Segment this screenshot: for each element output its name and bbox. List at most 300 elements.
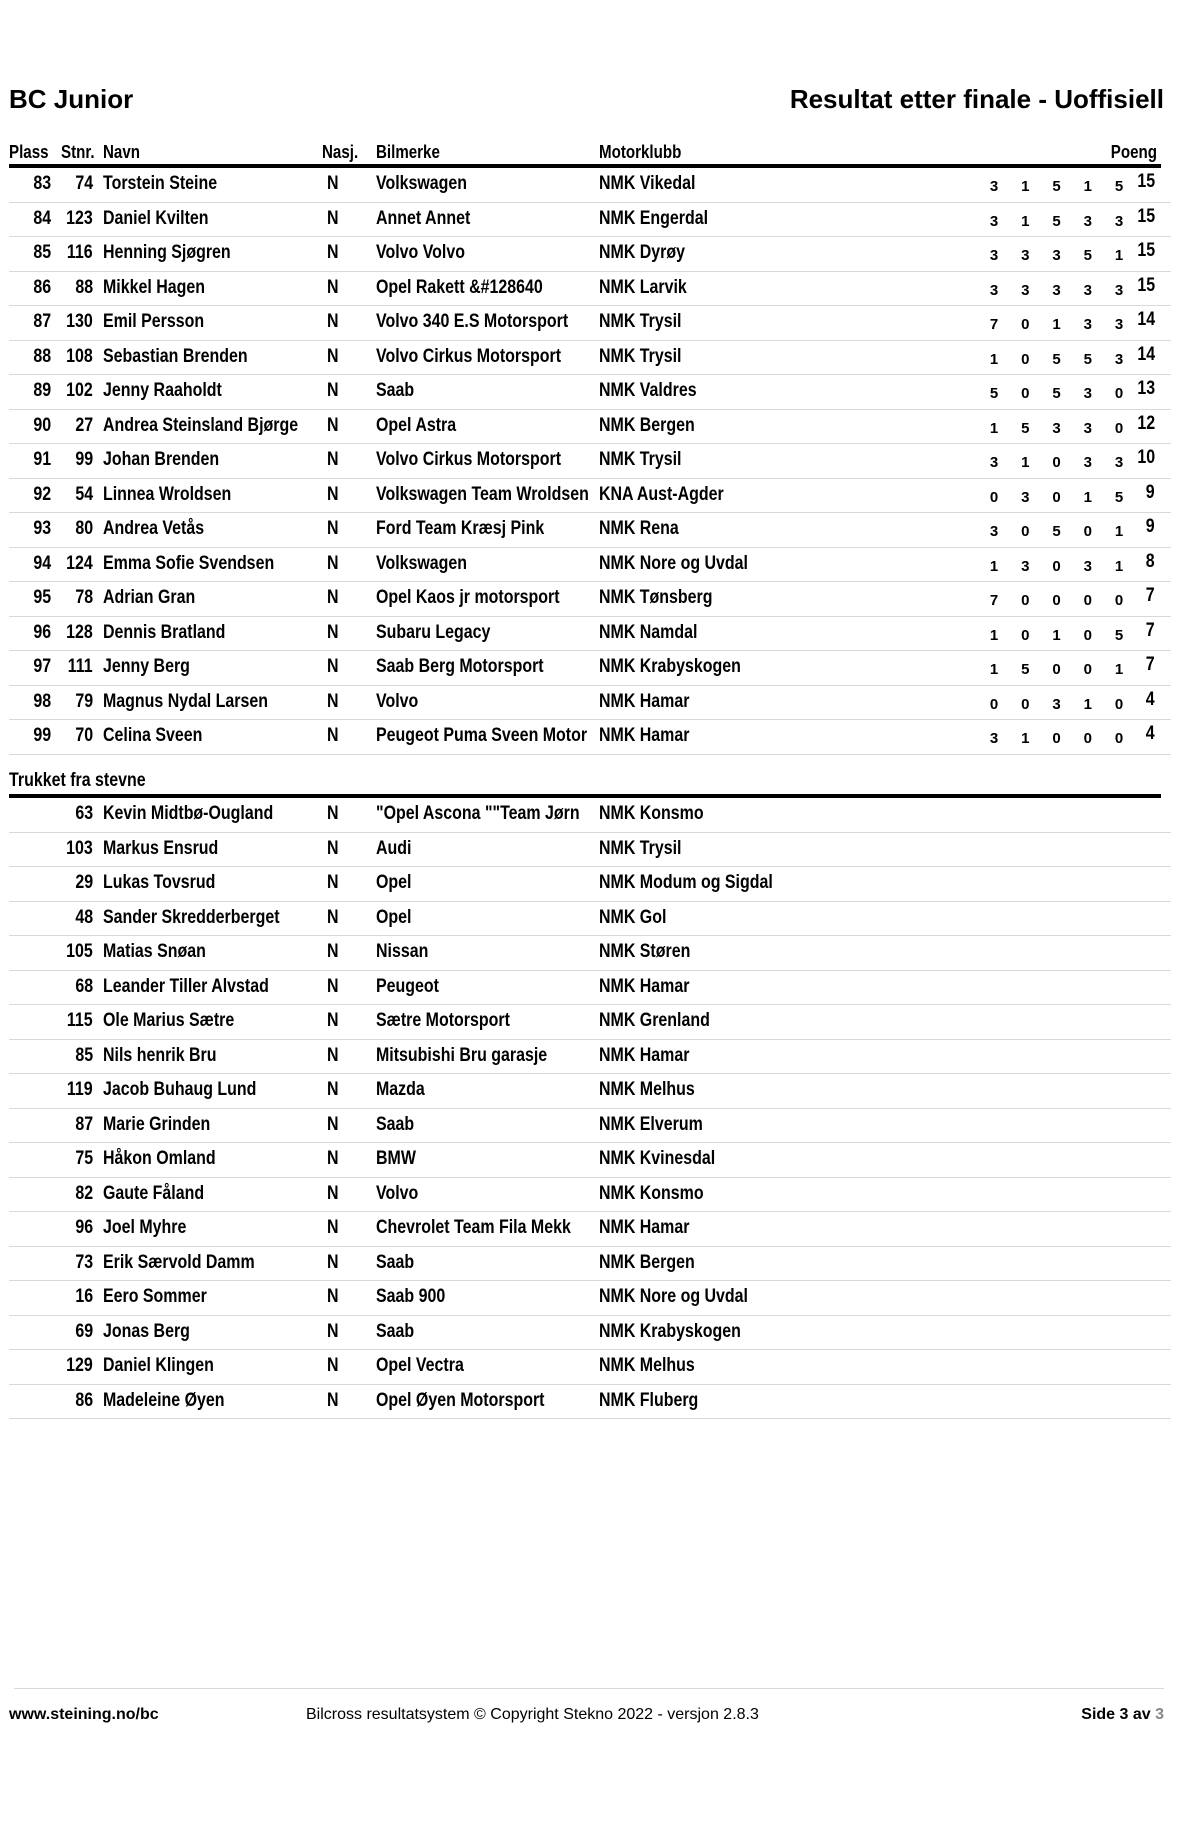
table-row: [9, 479, 1171, 514]
navn-cell: [103, 346, 275, 368]
poeng-cell: [1129, 689, 1155, 711]
motorklubb-cell: [599, 976, 707, 998]
stnr-cell: [55, 242, 93, 264]
bilmerke-cell: [376, 1390, 577, 1412]
heat-point: 3: [1083, 281, 1092, 299]
motorklubb-cell-text: NMK Hamar: [599, 725, 690, 746]
heat-point: 0: [1083, 523, 1092, 540]
bilmerke-cell-text: Nissan: [376, 941, 429, 962]
navn-cell: [103, 1114, 231, 1136]
motorklubb-cell-text: NMK Trysil: [599, 345, 682, 367]
stnr-cell: [55, 1252, 93, 1274]
poeng-cell-text: 15: [1137, 240, 1155, 261]
bilmerke-cell-text: Mazda: [376, 1079, 425, 1100]
nasj-cell: [327, 725, 341, 747]
motorklubb-cell: [599, 518, 694, 540]
motorklubb-cell: [599, 311, 697, 333]
nasj-cell-text: N: [327, 587, 339, 608]
stnr-cell: [55, 838, 93, 860]
plass-cell: [9, 587, 51, 609]
nasj-cell-text: N: [327, 725, 339, 746]
stnr-cell-text: 79: [75, 690, 93, 712]
navn-cell-text: Madeleine Øyen: [103, 1389, 225, 1411]
poeng-cell-text: 4: [1146, 688, 1155, 710]
stnr-cell-text: 88: [75, 276, 93, 298]
navn-cell-text: Sander Skredderberget: [103, 906, 280, 928]
bilmerke-cell: [376, 725, 627, 747]
heat-point: 3: [1114, 350, 1124, 368]
bilmerke-cell-text: Chevrolet Team Fila Mekk: [376, 1217, 571, 1238]
plass-cell-text: 91: [33, 449, 51, 470]
heat-point: 3: [1114, 281, 1124, 299]
stnr-cell: [55, 1286, 93, 1308]
bilmerke-cell: [376, 872, 418, 894]
bilmerke-cell: [376, 907, 418, 929]
stnr-cell: [55, 484, 93, 506]
plass-cell-text: 83: [33, 173, 51, 194]
poeng-cell-text: 9: [1146, 516, 1155, 537]
navn-cell-text: Henning Sjøgren: [103, 242, 231, 263]
nasj-cell-text: N: [327, 483, 339, 505]
nasj-cell: [327, 872, 341, 894]
heat-point: 3: [1114, 316, 1124, 333]
plass-cell-text: 84: [33, 207, 51, 229]
navn-cell: [103, 838, 240, 860]
stnr-cell: [55, 553, 93, 575]
col-poeng-header: Poeng: [1110, 142, 1157, 162]
stnr-cell: [55, 907, 93, 929]
heat-point: 5: [1083, 350, 1092, 368]
plass-cell: [9, 484, 51, 506]
navn-cell: [103, 941, 225, 963]
page-label: Side 3 av: [1081, 1706, 1151, 1723]
stnr-cell: [55, 1355, 93, 1377]
nasj-cell: [327, 907, 341, 929]
motorklubb-cell-text: NMK Rena: [599, 518, 679, 539]
bilmerke-cell-text: Opel Astra: [376, 414, 457, 436]
navn-cell-text: Jacob Buhaug Lund: [103, 1079, 257, 1100]
motorklubb-cell: [599, 872, 806, 894]
nasj-cell-text: N: [327, 1286, 339, 1307]
bilmerke-cell: [376, 553, 484, 575]
bilmerke-cell: [376, 1252, 421, 1274]
navn-cell-text: Emma Sofie Svendsen: [103, 552, 275, 574]
stnr-cell-text: 96: [75, 1217, 93, 1238]
table-row: [9, 1247, 1171, 1282]
table-row: [9, 1385, 1171, 1420]
bilmerke-cell-text: Saab: [376, 1320, 415, 1342]
motorklubb-cell-text: NMK Nore og Uvdal: [599, 1286, 748, 1307]
nasj-cell: [327, 1217, 341, 1239]
nasj-cell: [327, 208, 341, 230]
bilmerke-cell-text: Sætre Motorsport: [376, 1010, 510, 1031]
bilmerke-cell: [376, 691, 426, 713]
stnr-cell-text: 82: [75, 1182, 93, 1204]
nasj-cell-text: N: [327, 1217, 339, 1238]
bilmerke-cell-text: Subaru Legacy: [376, 621, 491, 643]
bilmerke-cell-text: Saab Berg Motorsport: [376, 656, 544, 677]
heat-point: 5: [1052, 523, 1061, 540]
heat-point: 0: [989, 695, 999, 713]
nasj-cell-text: N: [327, 690, 339, 712]
navn-cell: [103, 173, 239, 195]
bilmerke-cell-text: Volvo 340 E.S Motorsport: [376, 311, 569, 332]
class-title: BC Junior: [9, 84, 134, 114]
bilmerke-cell: [376, 941, 438, 963]
motorklubb-cell-text: NMK Hamar: [599, 690, 690, 712]
motorklubb-cell-text: NMK Krabyskogen: [599, 656, 741, 677]
stnr-cell-text: 69: [75, 1320, 93, 1342]
navn-cell: [103, 208, 229, 230]
plass-cell: [9, 553, 51, 575]
heat-point: 3: [989, 454, 999, 471]
stnr-cell-text: 130: [66, 311, 93, 332]
heat-point: 0: [1052, 661, 1061, 678]
table-row: [9, 651, 1171, 686]
footer-copyright: Bilcross resultatsystem © Copyright Stekno 2022 - versjon 2.8.3: [306, 1706, 759, 1723]
bilmerke-cell: [376, 311, 605, 333]
nasj-cell-text: N: [327, 1148, 339, 1169]
poeng-cell-text: 8: [1146, 550, 1155, 572]
bilmerke-cell: [376, 803, 618, 825]
nasj-cell: [327, 976, 341, 998]
navn-cell-text: Daniel Klingen: [103, 1355, 214, 1376]
stnr-cell-text: 75: [75, 1148, 93, 1169]
plass-cell: [9, 380, 51, 402]
navn-cell-text: Ole Marius Sætre: [103, 1010, 235, 1031]
table-row: [9, 341, 1171, 376]
stnr-cell-text: 48: [75, 906, 93, 928]
table-row: [9, 936, 1171, 971]
heat-point: 0: [1052, 454, 1061, 471]
nasj-cell: [327, 380, 341, 402]
poeng-cell-text: 14: [1137, 343, 1155, 365]
heat-points: [984, 592, 1129, 609]
heat-point: 1: [989, 557, 999, 575]
heat-points: [984, 282, 1129, 299]
bilmerke-cell: [376, 277, 575, 299]
bilmerke-cell: [376, 242, 482, 264]
nasj-cell: [327, 691, 341, 713]
poeng-cell: [1129, 344, 1155, 366]
nasj-cell: [327, 1010, 341, 1032]
stnr-cell-text: 111: [68, 656, 93, 677]
stnr-cell: [55, 311, 93, 333]
bilmerke-cell: [376, 208, 488, 230]
table-row: [9, 867, 1171, 902]
bilmerke-cell: [376, 976, 451, 998]
navn-cell: [103, 1045, 238, 1067]
motorklubb-cell-text: NMK Gol: [599, 906, 667, 928]
heat-point: 3: [1114, 454, 1124, 471]
stnr-cell-text: 68: [75, 975, 93, 997]
stnr-cell-text: 102: [66, 380, 93, 401]
nasj-cell-text: N: [327, 345, 339, 367]
stnr-cell-text: 80: [75, 518, 93, 539]
poeng-cell-text: 14: [1137, 309, 1155, 330]
bilmerke-cell-text: Saab: [376, 380, 415, 401]
heat-point: 1: [1114, 247, 1124, 264]
motorklubb-cell-text: NMK Krabyskogen: [599, 1320, 741, 1342]
table-row: [9, 513, 1171, 548]
navn-cell-text: Lukas Tovsrud: [103, 872, 216, 893]
motorklubb-cell: [599, 622, 716, 644]
navn-cell-text: Magnus Nydal Larsen: [103, 690, 268, 712]
heat-point: 5: [1021, 661, 1030, 678]
navn-cell: [103, 1183, 223, 1205]
table-row: [9, 410, 1171, 445]
nasj-cell: [327, 277, 341, 299]
heat-point: 5: [1114, 626, 1124, 644]
nasj-cell-text: N: [327, 837, 339, 859]
motorklubb-cell-text: NMK Vikedal: [599, 173, 696, 194]
plass-cell: [9, 725, 51, 747]
heat-point: 3: [1052, 695, 1061, 713]
motorklubb-cell-text: NMK Støren: [599, 941, 691, 962]
poeng-cell: [1129, 516, 1155, 538]
nasj-cell: [327, 803, 341, 825]
poeng-cell: [1129, 171, 1155, 193]
motorklubb-cell-text: NMK Modum og Sigdal: [599, 872, 773, 893]
navn-cell-text: Matias Snøan: [103, 941, 206, 962]
motorklubb-cell-text: NMK Melhus: [599, 1355, 695, 1376]
heat-point: 0: [1021, 523, 1030, 540]
stnr-cell: [55, 1045, 93, 1067]
stnr-cell: [55, 346, 93, 368]
poeng-cell-text: 7: [1146, 619, 1155, 641]
nasj-cell: [327, 173, 341, 195]
bilmerke-cell-text: Saab: [376, 1113, 415, 1135]
motorklubb-cell: [599, 1252, 713, 1274]
bilmerke-cell: [376, 1286, 458, 1308]
heat-point: 0: [1114, 419, 1124, 437]
col-navn-header: Navn: [103, 142, 140, 162]
motorklubb-cell: [599, 1045, 707, 1067]
navn-cell-text: Jonas Berg: [103, 1320, 190, 1342]
nasj-cell-text: N: [327, 380, 339, 401]
plass-cell: [9, 622, 51, 644]
nasj-cell-text: N: [327, 1389, 339, 1411]
motorklubb-cell: [599, 449, 697, 471]
heat-point: 1: [1021, 178, 1030, 195]
motorklubb-cell-text: NMK Valdres: [599, 380, 697, 401]
table-header: [9, 140, 1161, 168]
heat-points: [984, 627, 1129, 644]
navn-cell-text: Marie Grinden: [103, 1113, 211, 1135]
heat-point: 1: [989, 661, 999, 678]
stnr-cell: [55, 691, 93, 713]
stnr-cell-text: 105: [66, 941, 93, 962]
stnr-cell-text: 124: [66, 552, 93, 574]
stnr-cell-text: 116: [67, 242, 93, 263]
stnr-cell: [55, 415, 93, 437]
plass-cell: [9, 415, 51, 437]
stnr-cell: [55, 622, 93, 644]
bilmerke-cell-text: Volkswagen Team Wroldsen: [376, 483, 589, 505]
navn-cell-text: Jenny Raaholdt: [103, 380, 222, 401]
stnr-cell-text: 16: [75, 1286, 93, 1307]
motorklubb-cell-text: NMK Elverum: [599, 1113, 703, 1135]
navn-cell: [103, 311, 223, 333]
stnr-cell-text: 99: [75, 449, 93, 470]
nasj-cell: [327, 622, 341, 644]
stnr-cell-text: 123: [66, 207, 93, 229]
heat-point: 1: [1021, 454, 1030, 471]
nasj-cell-text: N: [327, 276, 339, 298]
table-row: [9, 203, 1171, 238]
heat-point: 0: [1083, 661, 1092, 678]
motorklubb-cell: [599, 1183, 724, 1205]
stnr-cell: [55, 380, 93, 402]
bilmerke-cell: [376, 587, 595, 609]
heat-point: 1: [1083, 178, 1092, 195]
footer-page-number: [1081, 1706, 1164, 1724]
bilmerke-cell-text: Volvo: [376, 690, 419, 712]
poeng-cell: [1129, 206, 1155, 228]
heat-point: 0: [1052, 730, 1061, 747]
plass-cell-text: 89: [33, 380, 51, 401]
heat-point: 3: [989, 523, 999, 540]
navn-cell-text: Andrea Vetås: [103, 518, 205, 539]
nasj-cell-text: N: [327, 621, 339, 643]
plass-cell: [9, 277, 51, 299]
table-row: [9, 272, 1171, 307]
nasj-cell: [327, 415, 341, 437]
heat-point: 5: [989, 385, 999, 402]
heat-points: [984, 523, 1129, 540]
heat-point: 5: [1114, 178, 1124, 195]
motorklubb-cell-text: NMK Hamar: [599, 975, 690, 997]
poeng-cell-text: 15: [1137, 274, 1155, 296]
nasj-cell-text: N: [327, 1079, 339, 1100]
motorklubb-cell: [599, 1217, 707, 1239]
table-row: [9, 617, 1171, 652]
navn-cell: [103, 725, 221, 747]
table-row: [9, 168, 1171, 203]
stnr-cell: [55, 173, 93, 195]
heat-point: 0: [1052, 557, 1061, 575]
table-row: [9, 686, 1171, 721]
stnr-cell: [55, 518, 93, 540]
nasj-cell: [327, 1114, 341, 1136]
motorklubb-cell: [599, 208, 729, 230]
plass-cell: [9, 346, 51, 368]
navn-cell: [103, 1217, 202, 1239]
nasj-cell-text: N: [327, 1320, 339, 1342]
heat-point: 5: [1052, 178, 1061, 195]
bilmerke-cell: [376, 1217, 608, 1239]
poeng-cell-text: 7: [1146, 585, 1155, 606]
stnr-cell-text: 129: [66, 1355, 93, 1376]
plass-cell-text: 99: [33, 725, 51, 746]
table-row: [9, 306, 1171, 341]
table-row: [9, 833, 1171, 868]
navn-cell: [103, 1355, 235, 1377]
plass-cell-text: 93: [33, 518, 51, 539]
motorklubb-cell: [599, 656, 768, 678]
bilmerke-cell-text: Opel Rakett &#128640: [376, 276, 543, 298]
bilmerke-cell: [376, 173, 484, 195]
bilmerke-cell-text: Opel: [376, 872, 412, 893]
bilmerke-cell-text: "Opel Ascona ""Team Jørn: [376, 803, 580, 824]
stnr-cell: [55, 208, 93, 230]
bilmerke-cell: [376, 346, 596, 368]
navn-cell: [103, 907, 313, 929]
navn-cell: [103, 656, 206, 678]
nasj-cell: [327, 1286, 341, 1308]
bilmerke-cell: [376, 656, 576, 678]
nasj-cell: [327, 449, 341, 471]
heat-point: 1: [1021, 212, 1030, 230]
table-row: [9, 548, 1171, 583]
heat-points: [984, 661, 1129, 678]
plass-cell: [9, 208, 51, 230]
heat-point: 1: [1114, 523, 1124, 540]
table-row: [9, 1178, 1171, 1213]
nasj-cell: [327, 941, 341, 963]
poeng-cell: [1129, 378, 1155, 400]
plass-cell-text: 90: [33, 414, 51, 436]
stnr-cell: [55, 803, 93, 825]
table-row: [9, 1316, 1171, 1351]
navn-cell-text: Mikkel Hagen: [103, 276, 206, 298]
heat-points: [984, 385, 1129, 402]
navn-cell-text: Celina Sveen: [103, 725, 203, 746]
bilmerke-cell: [376, 1079, 434, 1101]
poeng-cell-text: 13: [1137, 378, 1155, 399]
heat-point: 1: [989, 419, 999, 437]
bilmerke-cell-text: Audi: [376, 837, 412, 859]
table-row: [9, 1005, 1171, 1040]
stnr-cell-text: 85: [75, 1044, 93, 1066]
motorklubb-cell-text: NMK Bergen: [599, 1251, 695, 1273]
navn-cell: [103, 872, 237, 894]
stnr-cell: [55, 941, 93, 963]
heat-point: 1: [989, 626, 999, 644]
heat-point: 1: [1114, 661, 1124, 678]
bilmerke-cell-text: Volvo Cirkus Motorsport: [376, 449, 562, 470]
heat-points: [984, 213, 1129, 230]
bilmerke-cell-text: Saab: [376, 1251, 415, 1273]
table-row: [9, 1040, 1171, 1075]
plass-cell: [9, 656, 51, 678]
plass-cell-text: 98: [33, 690, 51, 712]
nasj-cell-text: N: [327, 941, 339, 962]
bilmerke-cell-text: Volvo: [376, 1182, 419, 1204]
bilmerke-cell-text: Saab 900: [376, 1286, 446, 1307]
heat-point: 3: [1083, 316, 1092, 333]
plass-cell: [9, 311, 51, 333]
bilmerke-cell-text: Ford Team Kræsj Pink: [376, 518, 545, 539]
motorklubb-cell: [599, 587, 734, 609]
motorklubb-cell-text: NMK Namdal: [599, 621, 698, 643]
motorklubb-cell-text: NMK Bergen: [599, 414, 695, 436]
navn-cell: [103, 518, 223, 540]
plass-cell: [9, 242, 51, 264]
navn-cell: [103, 277, 224, 299]
motorklubb-cell-text: NMK Hamar: [599, 1044, 690, 1066]
stnr-cell-text: 87: [75, 1113, 93, 1135]
navn-cell-text: Eero Sommer: [103, 1286, 207, 1307]
nasj-cell-text: N: [327, 872, 339, 893]
plass-cell-text: 92: [33, 483, 51, 505]
stnr-cell-text: 73: [75, 1251, 93, 1273]
navn-cell-text: Kevin Midtbø-Ougland: [103, 803, 274, 824]
stnr-cell-text: 115: [67, 1010, 93, 1031]
heat-points: [984, 730, 1129, 747]
navn-cell: [103, 449, 241, 471]
stnr-cell-text: 128: [66, 621, 93, 643]
